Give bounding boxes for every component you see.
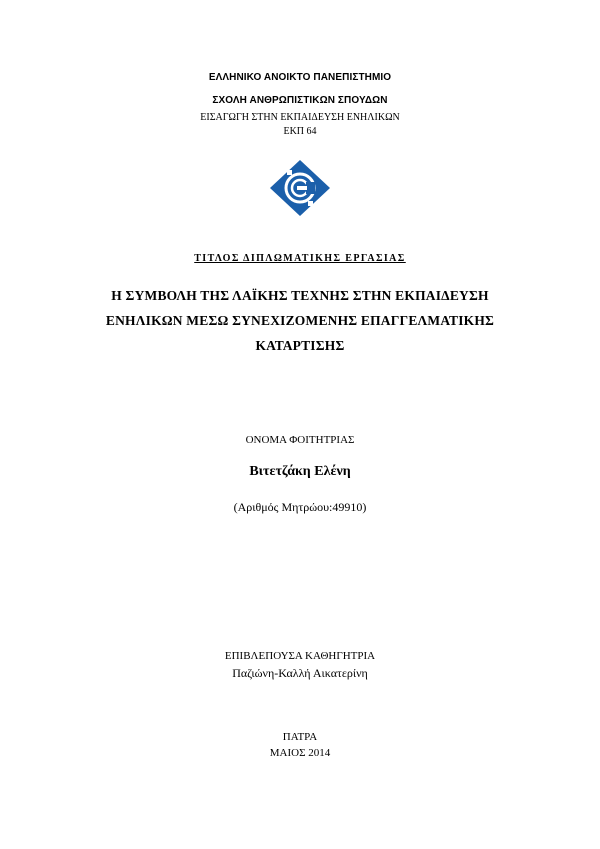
school-name: ΣΧΟΛΗ ΑΝΘΡΩΠΙΣΤΙΚΩΝ ΣΠΟΥΔΩΝ bbox=[212, 95, 388, 106]
thesis-title-line-1: Η ΣΥΜΒΟΛΗ ΤΗΣ ΛΑΪΚΗΣ ΤΕΧΝΗΣ ΣΤΗΝ ΕΚΠΑΙΔΕΥΣΗ bbox=[111, 288, 489, 303]
student-registration-number: (Αριθμός Μητρώου:49910) bbox=[233, 500, 367, 514]
city: ΠΑΤΡΑ bbox=[282, 731, 318, 743]
course-code: ΕΚΠ 64 bbox=[283, 126, 317, 137]
thesis-title-label: ΤΙΤΛΟΣ ΔΙΠΛΩΜΑΤΙΚΗΣ ΕΡΓΑΣΙΑΣ bbox=[194, 253, 406, 264]
supervisor-name: Παζιώνη-Καλλή Αικατερίνη bbox=[232, 666, 368, 680]
university-emblem-icon bbox=[270, 160, 330, 216]
date: ΜΑΙΟΣ 2014 bbox=[269, 747, 331, 759]
program-name: ΕΙΣΑΓΩΓΗ ΣΤΗΝ ΕΚΠΑΙΔΕΥΣΗ ΕΝΗΛΙΚΩΝ bbox=[200, 112, 400, 123]
student-name-label: ΟΝΟΜΑ ΦΟΙΤΗΤΡΙΑΣ bbox=[245, 434, 355, 446]
student-name: Βιτετζάκη Ελένη bbox=[249, 464, 351, 479]
university-name: ΕΛΛΗΝΙΚΟ ΑΝΟΙΚΤΟ ΠΑΝΕΠΙΣΤΗΜΙΟ bbox=[208, 72, 392, 83]
thesis-title-line-3: ΚΑΤΑΡΤΙΣΗΣ bbox=[255, 338, 345, 353]
thesis-title-line-2: ΕΝΗΛΙΚΩΝ ΜΕΣΩ ΣΥΝΕΧΙΖΟΜΕΝΗΣ ΕΠΑΓΓΕΛΜΑΤΙΚΗΣ bbox=[105, 313, 495, 328]
supervisor-label: ΕΠΙΒΛΕΠΟΥΣΑ ΚΑΘΗΓΗΤΡΙΑ bbox=[224, 650, 376, 662]
